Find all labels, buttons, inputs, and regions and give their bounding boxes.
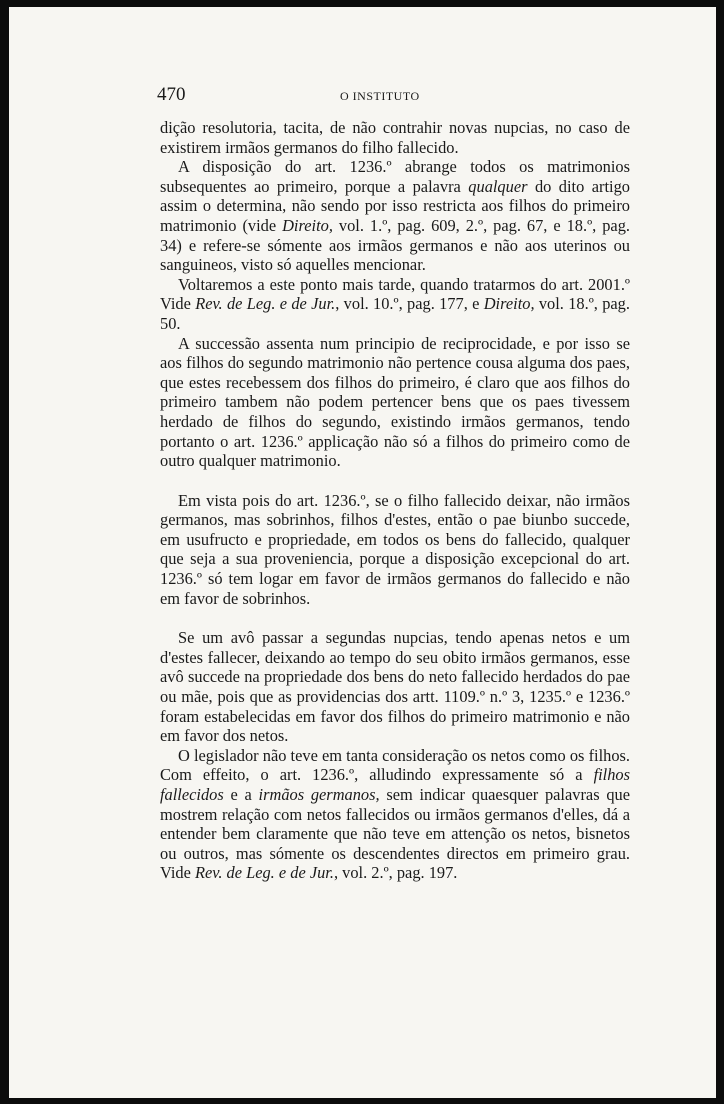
- p7-text-g: , vol. 2.º, pag. 197.: [333, 863, 458, 883]
- p3-text-a: Voltaremos a este ponto mais tarde, quando tratarmos do art. 2001.º Vide: [160, 274, 630, 314]
- p2-text-e: vol. 1.º, pag. 609, 2.º, pag. 67, e 18.º, pag. 34) e refere-se sómente aos irmãos germanos e não aos uterinos ou sanguineos, visto só aquelles mencionar.: [160, 215, 630, 275]
- p2-italic-qualquer: qualquer: [468, 176, 528, 196]
- paragraph-6: Se um avô passar a segundas nupcias, tendo apenas netos e um d'estes fallecer, deixando ao tempo do seu obito irmãos germanos, esse avô succede na propriedade dos bens do neto fallecido herdados do pae ou mãe, pois que as providencias dos artt. 1109.º n.º 3, 1235.º e 1236.º foram estabelecidas em favor dos filhos do primeiro matrimonio e não em favor dos netos.: [160, 628, 630, 746]
- p7-italic-rev: Rev. de Leg. e de Jur.: [194, 863, 334, 883]
- body-text: [160, 118, 630, 883]
- p2-italic-direito: Direito,: [282, 215, 333, 235]
- p2-text-c: do dito artigo assim o determina, não sendo por isso restricta aos filhos do primeiro matrimonio (vide: [160, 176, 630, 235]
- p7-text-a: O legislador não teve em tanta consideração os netos como os filhos. Com effeito, o art. 1236.º, alludindo expressamente só a: [160, 745, 630, 785]
- p3-text-c: , vol. 10.º, pag. 177, e: [335, 294, 484, 314]
- p3-italic-rev: Rev. de Leg. e de Jur.: [195, 294, 336, 314]
- paragraph-7: [160, 746, 630, 883]
- running-title: O INSTITUTO: [340, 89, 420, 103]
- page-number: 470: [157, 84, 186, 105]
- p2-text-a: A disposição do art. 1236.º abrange todos os matrimonios subsequentes ao primeiro, porque a palavra: [160, 157, 630, 196]
- paragraph-5: Em vista pois do art. 1236.º, se o filho fallecido deixar, não irmãos germanos, mas sobrinhos, filhos d'estes, então o pae biunbo succede, em usufructo e propriedade, em todos os bens do fallecido, qualquer que seja a sua proveniencia, porque a disposição excepcional do art. 1236.º só tem logar em favor de irmãos germanos do fallecido e não em favor de sobrinhos.: [160, 490, 630, 608]
- p7-italic-irmaos: irmãos germanos,: [258, 785, 380, 804]
- paragraph-1: dição resolutoria, tacita, de não contrahir novas nupcias, no caso de existirem irmãos germanos do filho fallecido.: [160, 118, 630, 157]
- p3-text-e: vol. 18.º, pag. 50.: [160, 294, 630, 333]
- p7-italic-filhos: filhos fallecidos: [160, 765, 630, 804]
- p7-text-e: sem indicar quaesquer palavras que mostrem relação com netos fallecidos ou irmãos germanos d'elles, dá a entender bem claramente que não teve em attenção os netos, bisnetos ou outros, mas sómente os descendentes directos em primeiro grau. Vide: [160, 785, 630, 883]
- p3-italic-direito: Direito,: [483, 294, 535, 314]
- paragraph-4: A successão assenta num principio de reciprocidade, e por isso se aos filhos do segundo matrimonio não pertence cousa alguma dos paes, que estes recebessem dos filhos do primeiro, é claro que aos filhos do primeiro tambem não podem pertencer bens que os paes tivessem herdado de filhos do segundo, existindo irmãos germanos, tendo portanto o art. 1236.º applicação não só a filhos do primeiro como de outro qualquer matrimonio.: [160, 333, 630, 471]
- p7-text-c: e a: [223, 785, 259, 804]
- paragraph-2: [160, 157, 630, 275]
- paragraph-3: [160, 275, 630, 334]
